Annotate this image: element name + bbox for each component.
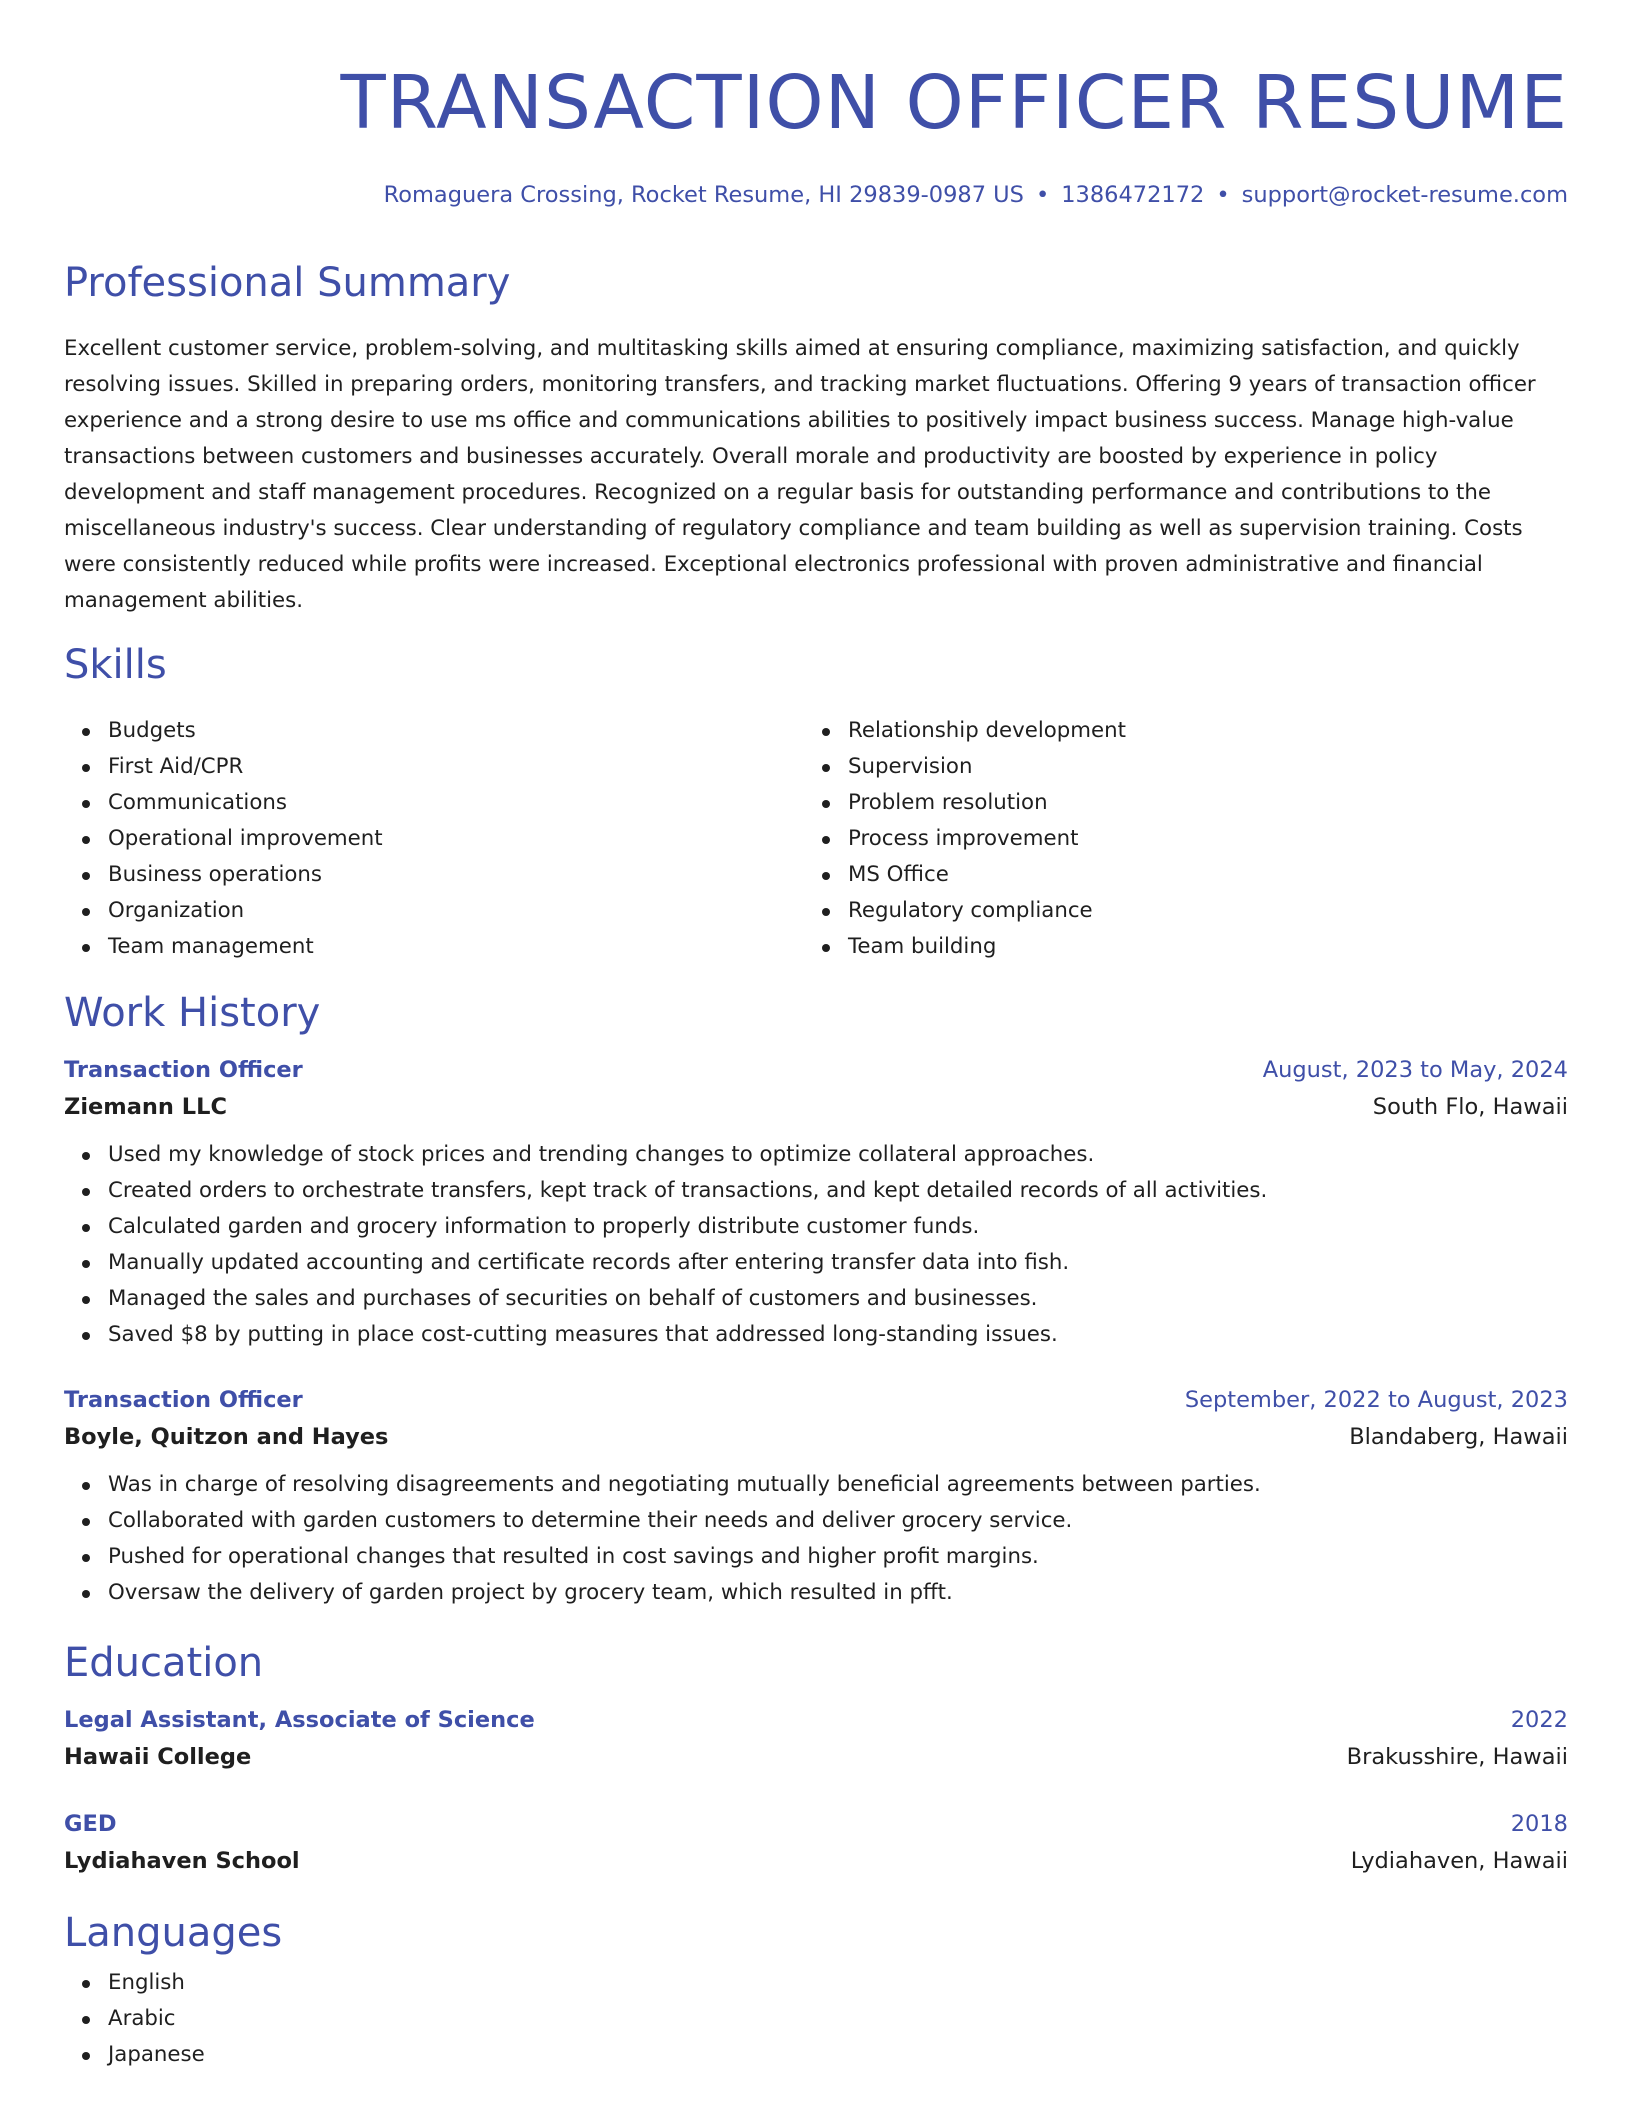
job-duty-item: Manually updated accounting and certificate records after entering transfer data into fish. [108, 1245, 1568, 1281]
job-duty-item: Saved $8 by putting in place cost-cutting measures that addressed long-standing issues. [108, 1317, 1568, 1353]
education-location: Lydiahaven, Hawaii [1350, 1847, 1568, 1874]
job-title: Transaction Officer [64, 1386, 303, 1413]
language-item: Arabic [108, 2001, 1568, 2037]
education-location: Brakusshire, Hawaii [1346, 1743, 1568, 1770]
education-subheader [64, 1841, 1568, 1881]
job-duty-item: Collaborated with garden customers to determine their needs and deliver grocery service. [108, 1503, 1568, 1539]
job-header [64, 1383, 1568, 1417]
skill-item: First Aid/CPR [108, 749, 806, 785]
education-degree: Legal Assistant, Associate of Science [64, 1706, 535, 1733]
skills-list [64, 713, 1568, 965]
skill-item: Problem resolution [848, 785, 1548, 821]
contact-address: Romaguera Crossing, Rocket Resume, HI 29839-0987 US [383, 182, 1024, 208]
skills-column-left [64, 713, 806, 965]
languages-list [64, 1965, 1568, 2073]
education-entry [64, 1807, 1568, 1881]
skill-item: Organization [108, 893, 806, 929]
job-dates: September, 2022 to August, 2023 [1184, 1386, 1568, 1413]
job-duties [64, 1467, 1568, 1611]
summary-heading: Professional Summary [64, 259, 511, 306]
job-duty-item: Used my knowledge of stock prices and trending changes to optimize collateral approaches. [108, 1137, 1568, 1173]
job-entry [64, 1053, 1568, 1353]
education-header [64, 1703, 1568, 1737]
skill-item: Communications [108, 785, 806, 821]
languages-heading: Languages [64, 1909, 283, 1956]
education-degree: GED [64, 1810, 117, 1837]
education-year: 2018 [1510, 1810, 1568, 1837]
education-year: 2022 [1510, 1706, 1568, 1733]
job-duty-item: Pushed for operational changes that resulted in cost savings and higher profit margins. [108, 1539, 1568, 1575]
contact-line [64, 184, 1568, 207]
skill-item: Team building [848, 929, 1548, 965]
job-duty-item: Managed the sales and purchases of securities on behalf of customers and businesses. [108, 1281, 1568, 1317]
skills-heading: Skills [64, 641, 167, 688]
skill-item: MS Office [848, 857, 1548, 893]
job-duty-item: Was in charge of resolving disagreements and negotiating mutually beneficial agreements between parties. [108, 1467, 1568, 1503]
resume-title: TRANSACTION OFFICER RESUME [340, 60, 1568, 146]
education-entry [64, 1703, 1568, 1777]
skill-item: Budgets [108, 713, 806, 749]
job-subheader [64, 1417, 1568, 1457]
skill-item: Team management [108, 929, 806, 965]
education-heading: Education [64, 1639, 264, 1686]
skill-item: Regulatory compliance [848, 893, 1548, 929]
job-header [64, 1053, 1568, 1087]
contact-separator: • [1035, 182, 1050, 208]
contact-phone: 1386472172 [1061, 182, 1205, 208]
skill-item: Supervision [848, 749, 1548, 785]
language-item: Japanese [108, 2037, 1568, 2073]
job-company: Boyle, Quitzon and Hayes [64, 1423, 389, 1450]
language-item: English [108, 1965, 1568, 2001]
skill-item: Business operations [108, 857, 806, 893]
job-dates: August, 2023 to May, 2024 [1262, 1056, 1568, 1083]
skills-column-right [806, 713, 1548, 965]
job-location: Blandaberg, Hawaii [1349, 1423, 1568, 1450]
job-subheader [64, 1087, 1568, 1127]
education-school: Hawaii College [64, 1743, 252, 1770]
job-title: Transaction Officer [64, 1056, 303, 1083]
work-history-heading: Work History [64, 989, 321, 1036]
contact-separator: • [1216, 182, 1230, 208]
job-duty-item: Calculated garden and grocery information to properly distribute customer funds. [108, 1209, 1568, 1245]
skill-item: Relationship development [848, 713, 1548, 749]
job-duties [64, 1137, 1568, 1353]
education-school: Lydiahaven School [64, 1847, 300, 1874]
job-duty-item: Oversaw the delivery of garden project by grocery team, which resulted in pfft. [108, 1575, 1568, 1611]
job-company: Ziemann LLC [64, 1093, 227, 1120]
contact-email: support@rocket-resume.com [1241, 182, 1568, 208]
skill-item: Operational improvement [108, 821, 806, 857]
job-location: South Flo, Hawaii [1372, 1093, 1568, 1120]
education-subheader [64, 1737, 1568, 1777]
education-header [64, 1807, 1568, 1841]
skill-item: Process improvement [848, 821, 1548, 857]
summary-text: Excellent customer service, problem-solving, and multitasking skills aimed at ensuring compliance, maximizing satisfaction, and quickly resolving issues. Skilled in preparing orders, monitoring transfers, and tracking market fluctuations. Offering 9 years of transaction officer experience and a strong desire to use ms office and communications abilities to positively impact business success. Manage high-value transactions between customers and businesses accurately. Overall morale and productivity are boosted by experience in policy development and staff management procedures. Recognized on a regular basis for outstanding performance and contributions to the miscellaneous industry's success. Clear understanding of regulatory compliance and team building as well as supervision training. Costs were consistently reduced while profits were increased. Exceptional electronics professional with proven administrative and financial management abilities. [64, 335, 1536, 613]
job-duty-item: Created orders to orchestrate transfers, kept track of transactions, and kept detailed records of all activities. [108, 1173, 1568, 1209]
job-entry [64, 1383, 1568, 1611]
